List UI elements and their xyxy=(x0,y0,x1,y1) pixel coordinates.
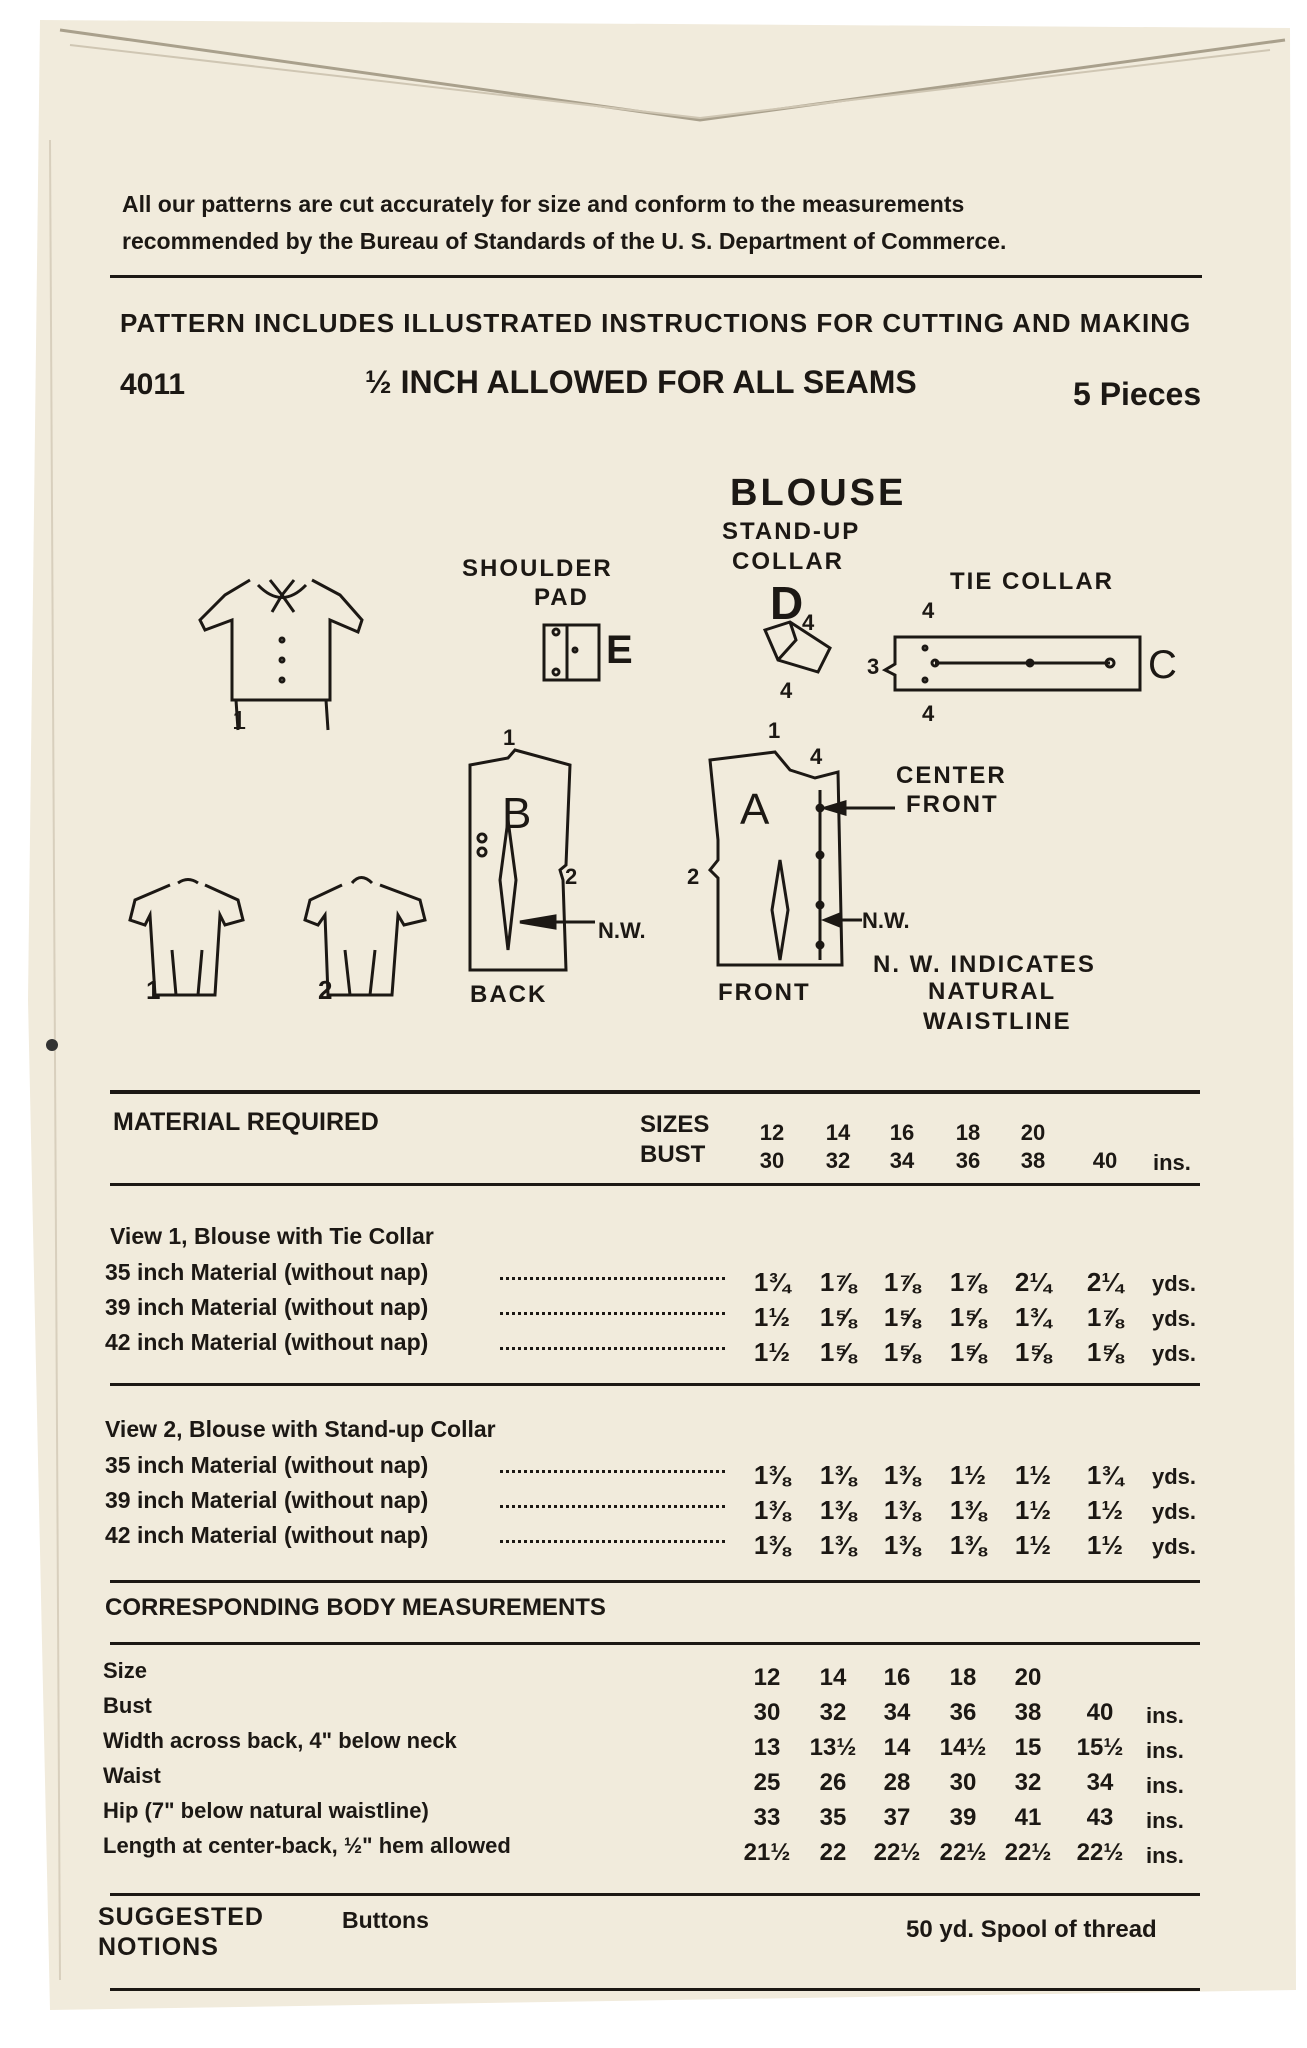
body-row-label: Hip (7" below natural waistline) xyxy=(103,1798,429,1823)
yardage-cell: 1⅜ xyxy=(753,1495,791,1525)
measurement-cell: 35 xyxy=(819,1804,847,1831)
yardage-cell: 1½ xyxy=(1014,1460,1052,1490)
measurement-cell: 13 xyxy=(753,1734,781,1761)
yardage-unit: yds. xyxy=(1152,1306,1197,1331)
yardage-unit: yds. xyxy=(1152,1341,1197,1366)
front-label: FRONT xyxy=(718,979,811,1006)
measurement-cell: 39 xyxy=(949,1804,977,1831)
measurement-cell: 20 xyxy=(1014,1664,1042,1691)
measurement-cell: 28 xyxy=(883,1769,911,1796)
measurement-unit: ins. xyxy=(1146,1738,1184,1763)
view-2-back-number: 2 xyxy=(318,975,333,1005)
bust-header-cell: 34 xyxy=(889,1148,915,1173)
yardage-cell: 1¾ xyxy=(753,1267,791,1297)
size-header-cell: 12 xyxy=(759,1120,785,1145)
measurement-cell: 34 xyxy=(1086,1769,1114,1796)
yardage-cell: 1⅝ xyxy=(949,1302,987,1332)
yardage-cell: 1⅜ xyxy=(883,1530,921,1560)
leader-dots xyxy=(500,1331,725,1350)
shoulder-pad-label-2: PAD xyxy=(534,584,589,611)
yardage-cell: 1⅞ xyxy=(819,1267,857,1297)
yardage-cell: 1⅜ xyxy=(883,1495,921,1525)
measurement-cell: 15½ xyxy=(1076,1734,1124,1761)
yardage-unit: yds. xyxy=(1152,1271,1197,1296)
measurement-cell: 36 xyxy=(949,1699,977,1726)
material-row-label: 39 inch Material (without nap) xyxy=(105,1487,429,1513)
bust-header-cell: 32 xyxy=(825,1148,851,1173)
yardage-cell: 1⅜ xyxy=(819,1460,857,1490)
measurement-cell: 21½ xyxy=(743,1839,791,1866)
body-row-label: Waist xyxy=(103,1763,161,1788)
leader-dots xyxy=(500,1454,725,1473)
view-1-title: View 1, Blouse with Tie Collar xyxy=(110,1223,434,1249)
measurement-cell: 38 xyxy=(1014,1699,1042,1726)
yardage-cell: 2¼ xyxy=(1086,1267,1124,1297)
notch-number: 4 xyxy=(810,744,823,769)
view-2-title: View 2, Blouse with Stand-up Collar xyxy=(105,1416,496,1442)
notch-number: 4 xyxy=(922,598,935,623)
measurement-cell: 14½ xyxy=(939,1734,987,1761)
body-row-label: Size xyxy=(103,1658,148,1683)
measurement-cell: 15 xyxy=(1014,1734,1042,1761)
body-row-label: Width across back, 4" below neck xyxy=(103,1728,457,1753)
notch-number: 1 xyxy=(503,725,516,750)
yardage-cell: 1½ xyxy=(1086,1530,1124,1560)
view-1-sketch xyxy=(200,580,362,730)
stand-up-collar-label-2: COLLAR xyxy=(732,548,844,575)
measurement-cell: 14 xyxy=(883,1734,911,1761)
piece-count: 5 Pieces xyxy=(1073,376,1202,412)
yardage-cell: 1⅜ xyxy=(949,1530,987,1560)
notch-number: 2 xyxy=(687,864,700,889)
measurement-cell: 30 xyxy=(949,1769,977,1796)
center-front-label: CENTER xyxy=(896,762,1007,789)
shoulder-pad-piece xyxy=(544,625,599,680)
piece-a-letter: A xyxy=(740,785,770,834)
size-header-cell: 18 xyxy=(955,1120,981,1145)
material-row-label: 39 inch Material (without nap) xyxy=(105,1294,429,1320)
yardage-cell: 1⅞ xyxy=(1086,1302,1124,1332)
notions-title: SUGGESTED xyxy=(98,1903,264,1931)
garment-title: BLOUSE xyxy=(730,472,907,514)
measurement-cell: 25 xyxy=(753,1769,781,1796)
bust-header-cell: 40 xyxy=(1092,1148,1118,1173)
yardage-unit: yds. xyxy=(1152,1534,1197,1559)
view-1-number: 1 xyxy=(232,705,247,735)
material-row-label: 42 inch Material (without nap) xyxy=(105,1522,429,1548)
shoulder-pad-label: SHOULDER xyxy=(462,555,613,582)
measurement-cell: 37 xyxy=(883,1804,911,1831)
body-measurements-title: CORRESPONDING BODY MEASUREMENTS xyxy=(105,1594,606,1621)
piece-c-letter: C xyxy=(1148,643,1177,687)
size-header-cell: 20 xyxy=(1020,1120,1046,1145)
yardage-cell: 1⅝ xyxy=(883,1337,921,1367)
material-row-label: 35 inch Material (without nap) xyxy=(105,1259,429,1285)
measurement-cell: 12 xyxy=(753,1664,781,1691)
accuracy-statement-line-1: All our patterns are cut accurately for size and conform to the measurements xyxy=(122,191,965,217)
measurement-unit: ins. xyxy=(1146,1703,1184,1728)
yardage-unit: yds. xyxy=(1152,1499,1197,1524)
yardage-cell: 1½ xyxy=(1014,1495,1052,1525)
seam-allowance: ½ INCH ALLOWED FOR ALL SEAMS xyxy=(365,364,917,400)
material-row-label: 42 inch Material (without nap) xyxy=(105,1329,429,1355)
measurement-cell: 32 xyxy=(819,1699,847,1726)
yardage-cell: 1½ xyxy=(1086,1495,1124,1525)
yardage-cell: 1¾ xyxy=(1014,1302,1052,1332)
back-label: BACK xyxy=(470,981,548,1008)
yardage-cell: 1⅞ xyxy=(883,1267,921,1297)
divider xyxy=(110,1580,1200,1583)
measurement-unit: ins. xyxy=(1146,1843,1184,1868)
measurement-cell: 22½ xyxy=(939,1839,987,1866)
divider xyxy=(110,1183,1200,1186)
notch-number: 2 xyxy=(565,864,578,889)
yardage-cell: 1¾ xyxy=(1086,1460,1124,1490)
view-1-back-number: 1 xyxy=(146,975,161,1005)
instructions-note: PATTERN INCLUDES ILLUSTRATED INSTRUCTIONS FOR CUTTING AND MAKING xyxy=(120,308,1192,338)
bust-header-cell: 36 xyxy=(955,1148,981,1173)
back-piece xyxy=(470,750,595,970)
material-title: MATERIAL REQUIRED xyxy=(113,1108,379,1136)
yardage-cell: 1⅝ xyxy=(819,1302,857,1332)
yardage-cell: 2¼ xyxy=(1014,1267,1052,1297)
view-2-back-sketch xyxy=(305,878,425,996)
front-piece xyxy=(710,752,895,965)
yardage-cell: 1⅝ xyxy=(819,1337,857,1367)
natural-waist-front: N.W. xyxy=(862,908,910,933)
natural-waist-back: N.W. xyxy=(598,918,646,943)
yardage-cell: 1⅜ xyxy=(883,1460,921,1490)
body-row-label: Bust xyxy=(103,1693,152,1718)
bust-header-cell: 38 xyxy=(1020,1148,1046,1173)
measurement-cell: 14 xyxy=(819,1664,847,1691)
center-front-label-2: FRONT xyxy=(906,791,999,818)
leader-dots xyxy=(500,1489,725,1508)
measurement-cell: 16 xyxy=(883,1664,911,1691)
measurement-cell: 32 xyxy=(1014,1769,1042,1796)
nw-legend-1: N. W. INDICATES xyxy=(873,951,1096,978)
size-header-cell: 14 xyxy=(825,1120,851,1145)
yardage-cell: 1⅜ xyxy=(819,1530,857,1560)
notch-number: 4 xyxy=(780,678,793,703)
measurement-cell: 33 xyxy=(753,1804,781,1831)
yardage-cell: 1⅝ xyxy=(883,1302,921,1332)
divider xyxy=(110,1090,1200,1094)
nw-legend-2: NATURAL xyxy=(928,978,1057,1005)
view-1-back-sketch xyxy=(130,880,243,996)
notions-title-2: NOTIONS xyxy=(98,1933,219,1961)
measurement-cell: 22½ xyxy=(1076,1839,1124,1866)
measurement-cell: 22½ xyxy=(1004,1839,1052,1866)
piece-d-sub: 4 xyxy=(802,610,815,635)
body-row-label: Length at center-back, ½" hem allowed xyxy=(103,1833,511,1858)
bust-unit: ins. xyxy=(1153,1150,1191,1175)
stand-up-collar-label: STAND-UP xyxy=(722,518,861,545)
piece-b-letter: B xyxy=(502,789,532,838)
bust-label: BUST xyxy=(640,1141,706,1168)
measurement-cell: 30 xyxy=(753,1699,781,1726)
notion-thread: 50 yd. Spool of thread xyxy=(906,1916,1157,1943)
leader-dots xyxy=(500,1524,725,1543)
pattern-number: 4011 xyxy=(120,368,186,401)
material-row-label: 35 inch Material (without nap) xyxy=(105,1452,429,1478)
piece-e-letter: E xyxy=(606,628,633,672)
leader-dots xyxy=(500,1261,725,1280)
yardage-cell: 1⅜ xyxy=(949,1495,987,1525)
notch-number: 4 xyxy=(922,701,935,726)
measurement-cell: 13½ xyxy=(809,1734,857,1761)
divider xyxy=(110,1642,1200,1645)
divider xyxy=(110,1893,1200,1896)
yardage-cell: 1⅜ xyxy=(819,1495,857,1525)
leader-dots xyxy=(500,1296,725,1315)
measurement-unit: ins. xyxy=(1146,1773,1184,1798)
measurement-cell: 26 xyxy=(819,1769,847,1796)
tie-collar-label: TIE COLLAR xyxy=(950,568,1114,595)
divider xyxy=(110,1383,1200,1386)
tie-collar-piece xyxy=(885,637,1140,690)
yardage-cell: 1½ xyxy=(753,1337,791,1367)
yardage-cell: 1½ xyxy=(753,1302,791,1332)
measurement-cell: 18 xyxy=(949,1664,977,1691)
measurement-cell: 34 xyxy=(883,1699,911,1726)
sizes-label: SIZES xyxy=(640,1111,710,1138)
piece-d-letter: D xyxy=(770,577,804,629)
measurement-cell: 22 xyxy=(819,1839,847,1866)
yardage-cell: 1½ xyxy=(949,1460,987,1490)
yardage-cell: 1⅞ xyxy=(949,1267,987,1297)
notch-number: 1 xyxy=(768,718,781,743)
stand-up-collar-piece xyxy=(765,622,830,672)
measurement-cell: 41 xyxy=(1014,1804,1042,1831)
yardage-cell: 1⅜ xyxy=(753,1460,791,1490)
measurement-cell: 40 xyxy=(1086,1699,1114,1726)
bust-header-cell: 30 xyxy=(759,1148,785,1173)
notion-buttons: Buttons xyxy=(342,1907,429,1933)
yardage-cell: 1½ xyxy=(1014,1530,1052,1560)
yardage-cell: 1⅝ xyxy=(1086,1337,1124,1367)
measurement-cell: 22½ xyxy=(873,1839,921,1866)
nw-legend-3: WAISTLINE xyxy=(923,1008,1072,1035)
accuracy-statement-line-2: recommended by the Bureau of Standards of the U. S. Department of Commerce. xyxy=(122,228,1007,254)
yardage-cell: 1⅝ xyxy=(1014,1337,1052,1367)
size-header-cell: 16 xyxy=(889,1120,915,1145)
yardage-cell: 1⅝ xyxy=(949,1337,987,1367)
yardage-unit: yds. xyxy=(1152,1464,1197,1489)
measurement-cell: 43 xyxy=(1086,1804,1114,1831)
notch-number: 3 xyxy=(867,654,880,679)
yardage-cell: 1⅜ xyxy=(753,1530,791,1560)
measurement-unit: ins. xyxy=(1146,1808,1184,1833)
divider xyxy=(110,1988,1200,1991)
